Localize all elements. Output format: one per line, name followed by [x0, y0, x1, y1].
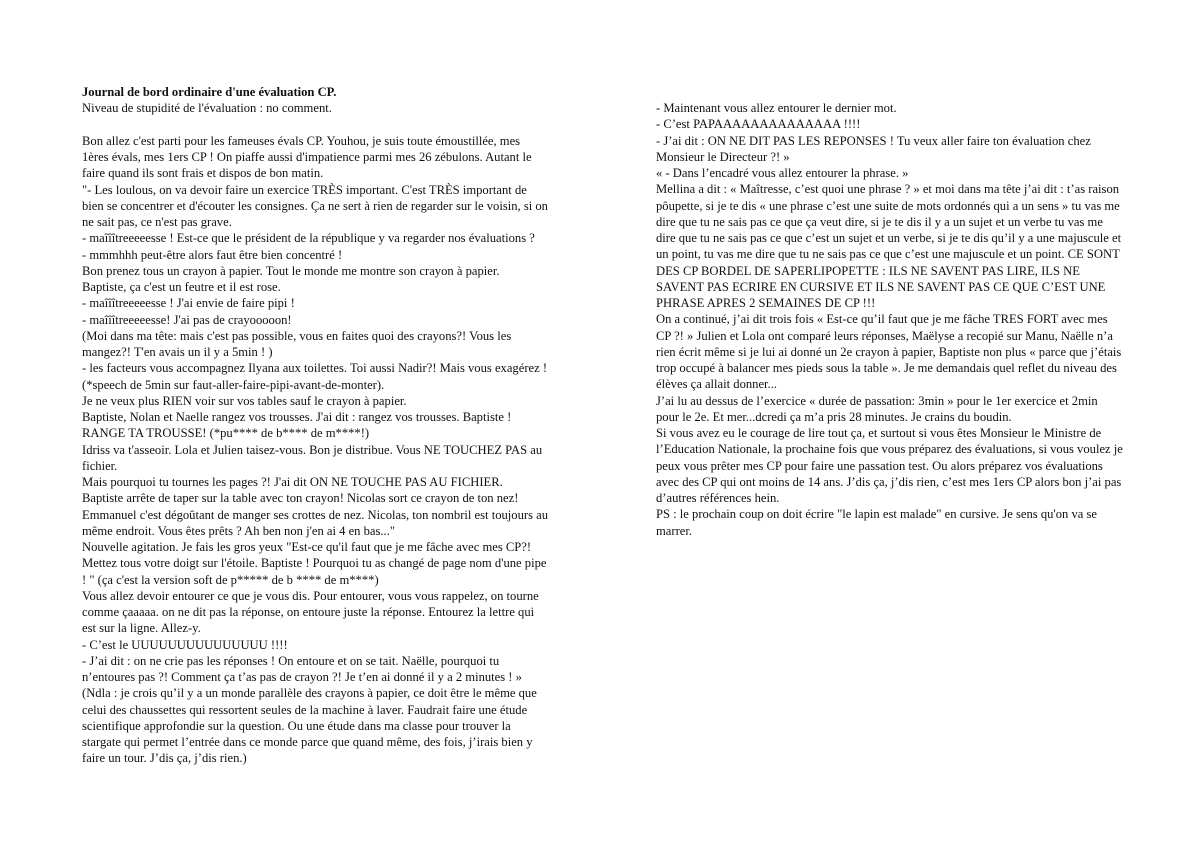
text-line: - Maintenant vous allez entourer le dernier mot. — [656, 101, 897, 115]
text-line: élèves ça allait donner... — [656, 377, 777, 392]
text-line: trop occupé à balancer mes pieds sous la table ». Je me demandais quel reflet du niveau des — [656, 361, 1117, 375]
text-line: - C’est le UUUUUUUUUUUUUUU !!!! — [82, 637, 288, 652]
text-line: "- Les loulous, on va devoir faire un exercice TRÈS important. C'est TRÈS important de — [82, 182, 527, 197]
text-line: est sur la ligne. Allez-y. — [82, 621, 201, 636]
text-line: (*speech de 5min sur faut-aller-faire-pipi-avant-de-monter). — [82, 377, 385, 392]
text-line: - C’est PAPAAAAAAAAAAAAAA !!!! — [656, 117, 861, 132]
text-line: SAVENT PAS ECRIRE EN CURSIVE ET ILS NE SAVENT PAS CE QUE C’EST UNE — [656, 279, 1106, 294]
text-line: PHRASE APRES 2 SEMAINES DE CP !!! — [656, 296, 876, 310]
text-line: bien se concentrer et d'écouter les consignes. Ça ne sert à rien de regarder sur le voisin, si on — [82, 198, 548, 213]
text-line: Baptiste, Nolan et Naelle rangez vos trousses. J'ai dit : rangez vos trousses. Baptiste ! — [82, 410, 512, 424]
text-line: Mellina a dit : « Maîtresse, c’est quoi une phrase ? » et moi dans ma tête j’ai dit : t’as raison — [656, 182, 1120, 197]
text-line: pôupette, si je te dis « une phrase c’est une suite de mots ordonnés qui a un sens » tu vas me — [656, 198, 1120, 213]
text-line: d’autres références hein. — [656, 491, 780, 505]
text-line: Nouvelle agitation. Je fais les gros yeux "Est-ce qu'il faut que je me fâche avec mes CP?! — [82, 540, 532, 554]
text-line: l’Education Nationale, la prochaine fois que vous préparez des évaluations, si vous voulez je — [656, 442, 1123, 457]
right-column — [656, 100, 1122, 539]
text-line: même endroit. Vous êtes prêts ? Ah ben non j'en ai 4 en bas..." — [82, 523, 395, 538]
text-line: dire que tu ne sais pas ce que c’est un sujet et un verbe, si je te dis qu’il y a une majuscule et — [656, 231, 1122, 245]
text-line: (Moi dans ma tête: mais c'est pas possible, vous en faites quoi des crayons?! Vous les — [82, 328, 512, 343]
text-line: Baptiste arrête de taper sur la table avec ton crayon! Nicolas sort ce crayon de ton nez! — [82, 491, 519, 506]
text-line: fichier. — [82, 458, 118, 473]
text-line: - mmmhhh peut-être alors faut être bien concentré ! — [82, 247, 343, 262]
text-line: Bon prenez tous un crayon à papier. Tout le monde me montre son crayon à papier. — [82, 263, 500, 278]
text-line: Monsieur le Directeur ?! » — [656, 149, 790, 164]
text-line: stargate qui permet l’entrée dans ce monde parce que quand même, des fois, j’irais bien y — [82, 735, 533, 749]
document-subtitle: Niveau de stupidité de l'évaluation : no comment. — [82, 101, 332, 116]
text-line: RANGE TA TROUSSE! (*pu**** de b**** de m****!) — [82, 426, 370, 441]
text-line: dire que tu ne sais pas ce que ça veut dire, si je te dis il y a un sujet et un verbe tu vas me — [656, 214, 1103, 229]
text-line: Bon allez c'est parti pour les fameuses évals CP. Youhou, je suis toute émoustillée, mes — [82, 133, 521, 148]
text-line: DES CP BORDEL DE SAPERLIPOPETTE : ILS NE SAVENT PAS LIRE, ILS NE — [656, 263, 1080, 278]
left-column — [82, 84, 552, 767]
document-title: Journal de bord ordinaire d'une évaluation CP. — [82, 85, 337, 99]
text-line: On a continué, j’ai dit trois fois « Est-ce qu’il faut que je me fâche TRES FORT avec mes — [656, 312, 1108, 327]
text-line: CP ?! » Julien et Lola ont comparé leurs réponses, Maëlyse a recopié sur Manu, Naëlle n’a — [656, 328, 1113, 343]
text-line: ! " (ça c'est la version soft de p***** de b **** de m****) — [82, 572, 379, 587]
text-line: - maîîîtreeeeesse! J'ai pas de crayooooon! — [82, 312, 292, 327]
text-line: Mais pourquoi tu tournes les pages ?! J'ai dit ON NE TOUCHE PAS AU FICHIER. — [82, 475, 503, 489]
text-line: - maîîîtreeeeesse ! J'ai envie de faire pipi ! — [82, 296, 295, 311]
text-line: Je ne veux plus RIEN voir sur vos tables sauf le crayon à papier. — [82, 393, 407, 408]
text-line: - J’ai dit : ON NE DIT PAS LES REPONSES ! Tu veux aller faire ton évaluation chez — [656, 133, 1091, 148]
text-line: pour le 2e. Et mer...dcredi ça m’a pris 28 minutes. Je crains du boudin. — [656, 409, 1012, 424]
text-line: Vous allez devoir entourer ce que je vous dis. Pour entourer, vous vous rappelez, on tourne — [82, 588, 539, 603]
text-line: Idriss va t'asseoir. Lola et Julien taisez-vous. Bon je distribue. Vous NE TOUCHEZ PAS au — [82, 442, 543, 457]
text-line: rien écrit même si je lui ai donné un 2e crayon à papier, Baptiste non plus « parce que j’étais — [656, 344, 1122, 359]
text-line: celui des chaussettes qui ressortent seules de la machine à laver. Faudrait faire une étude — [82, 702, 528, 717]
text-line: « - Dans l’encadré vous allez entourer la phrase. » — [656, 166, 909, 180]
text-line: 1ères évals, mes 1ers CP ! On piaffe aussi d'impatience parmi mes 26 zébulons. Autant le — [82, 150, 532, 164]
text-line: Emmanuel c'est dégoûtant de manger ses crottes de nez. Nicolas, ton nombril est toujours au — [82, 507, 549, 522]
text-line: n’entoures pas ?! Comment ça t’as pas de crayon ?! Je t’en ai donné il y a 2 minutes ! » — [82, 670, 522, 684]
text-line: - les facteurs vous accompagnez Ilyana aux toilettes. Toi aussi Nadir?! Mais vous exagérez ! — [82, 361, 548, 376]
text-line: scientifique approfondie sur la question. Ou une étude dans ma classe pour trouver la — [82, 718, 511, 733]
text-line: (Ndla : je crois qu’il y a un monde parallèle des crayons à papier, ce doit être le même que — [82, 686, 537, 701]
text-line: faire quand ils sont frais et dispos de bon matin. — [82, 166, 324, 181]
text-line: Mettez tous votre doigt sur l'étoile. Baptiste ! Pourquoi tu as changé de page nom d'une pipe — [82, 556, 547, 571]
text-line: mangez?! T'en avais un il y a 5min ! ) — [82, 345, 273, 359]
text-line: faire un tour. J’dis ça, j’dis rien.) — [82, 751, 247, 766]
text-line: comme çaaaaa. on ne dit pas la réponse, on entoure juste la réponse. Entourez la lettre qui — [82, 605, 535, 619]
text-line: Baptiste, ça c'est un feutre et il est rose. — [82, 280, 281, 294]
right-text-body — [656, 100, 1122, 539]
text-line: ne sait pas, ce n'est pas grave. — [82, 215, 232, 229]
text-line: PS : le prochain coup on doit écrire "le lapin est malade" en cursive. Je sens qu'on va se — [656, 507, 1097, 522]
text-line: avec des CP qui ont moins de 14 ans. J’dis ça, j’dis rien, c’est mes 1ers CP alors bon j’ai pas — [656, 474, 1122, 489]
text-line: J’ai lu au dessus de l’exercice « durée de passation: 3min » pour le 1er exercice et 2min — [656, 393, 1098, 408]
paragraph-gap — [82, 117, 552, 133]
text-line: peux vous prêter mes CP pour faire une passation test. Ou alors préparez vos évaluations — [656, 458, 1103, 473]
text-line: - maîîîtreeeeesse ! Est-ce que le président de la république y va regarder nos évaluations ? — [82, 231, 535, 246]
left-text-body — [82, 133, 552, 767]
text-line: Si vous avez eu le courage de lire tout ça, et surtout si vous êtes Monsieur le Ministre de — [656, 426, 1102, 440]
text-line: un point, tu vas me dire que tu ne sais pas ce que c’est une majuscule et un point. CE SONT — [656, 247, 1120, 262]
text-line: marrer. — [656, 523, 693, 538]
text-line: - J’ai dit : on ne crie pas les réponses ! On entoure et on se tait. Naëlle, pourquoi tu — [82, 653, 500, 668]
